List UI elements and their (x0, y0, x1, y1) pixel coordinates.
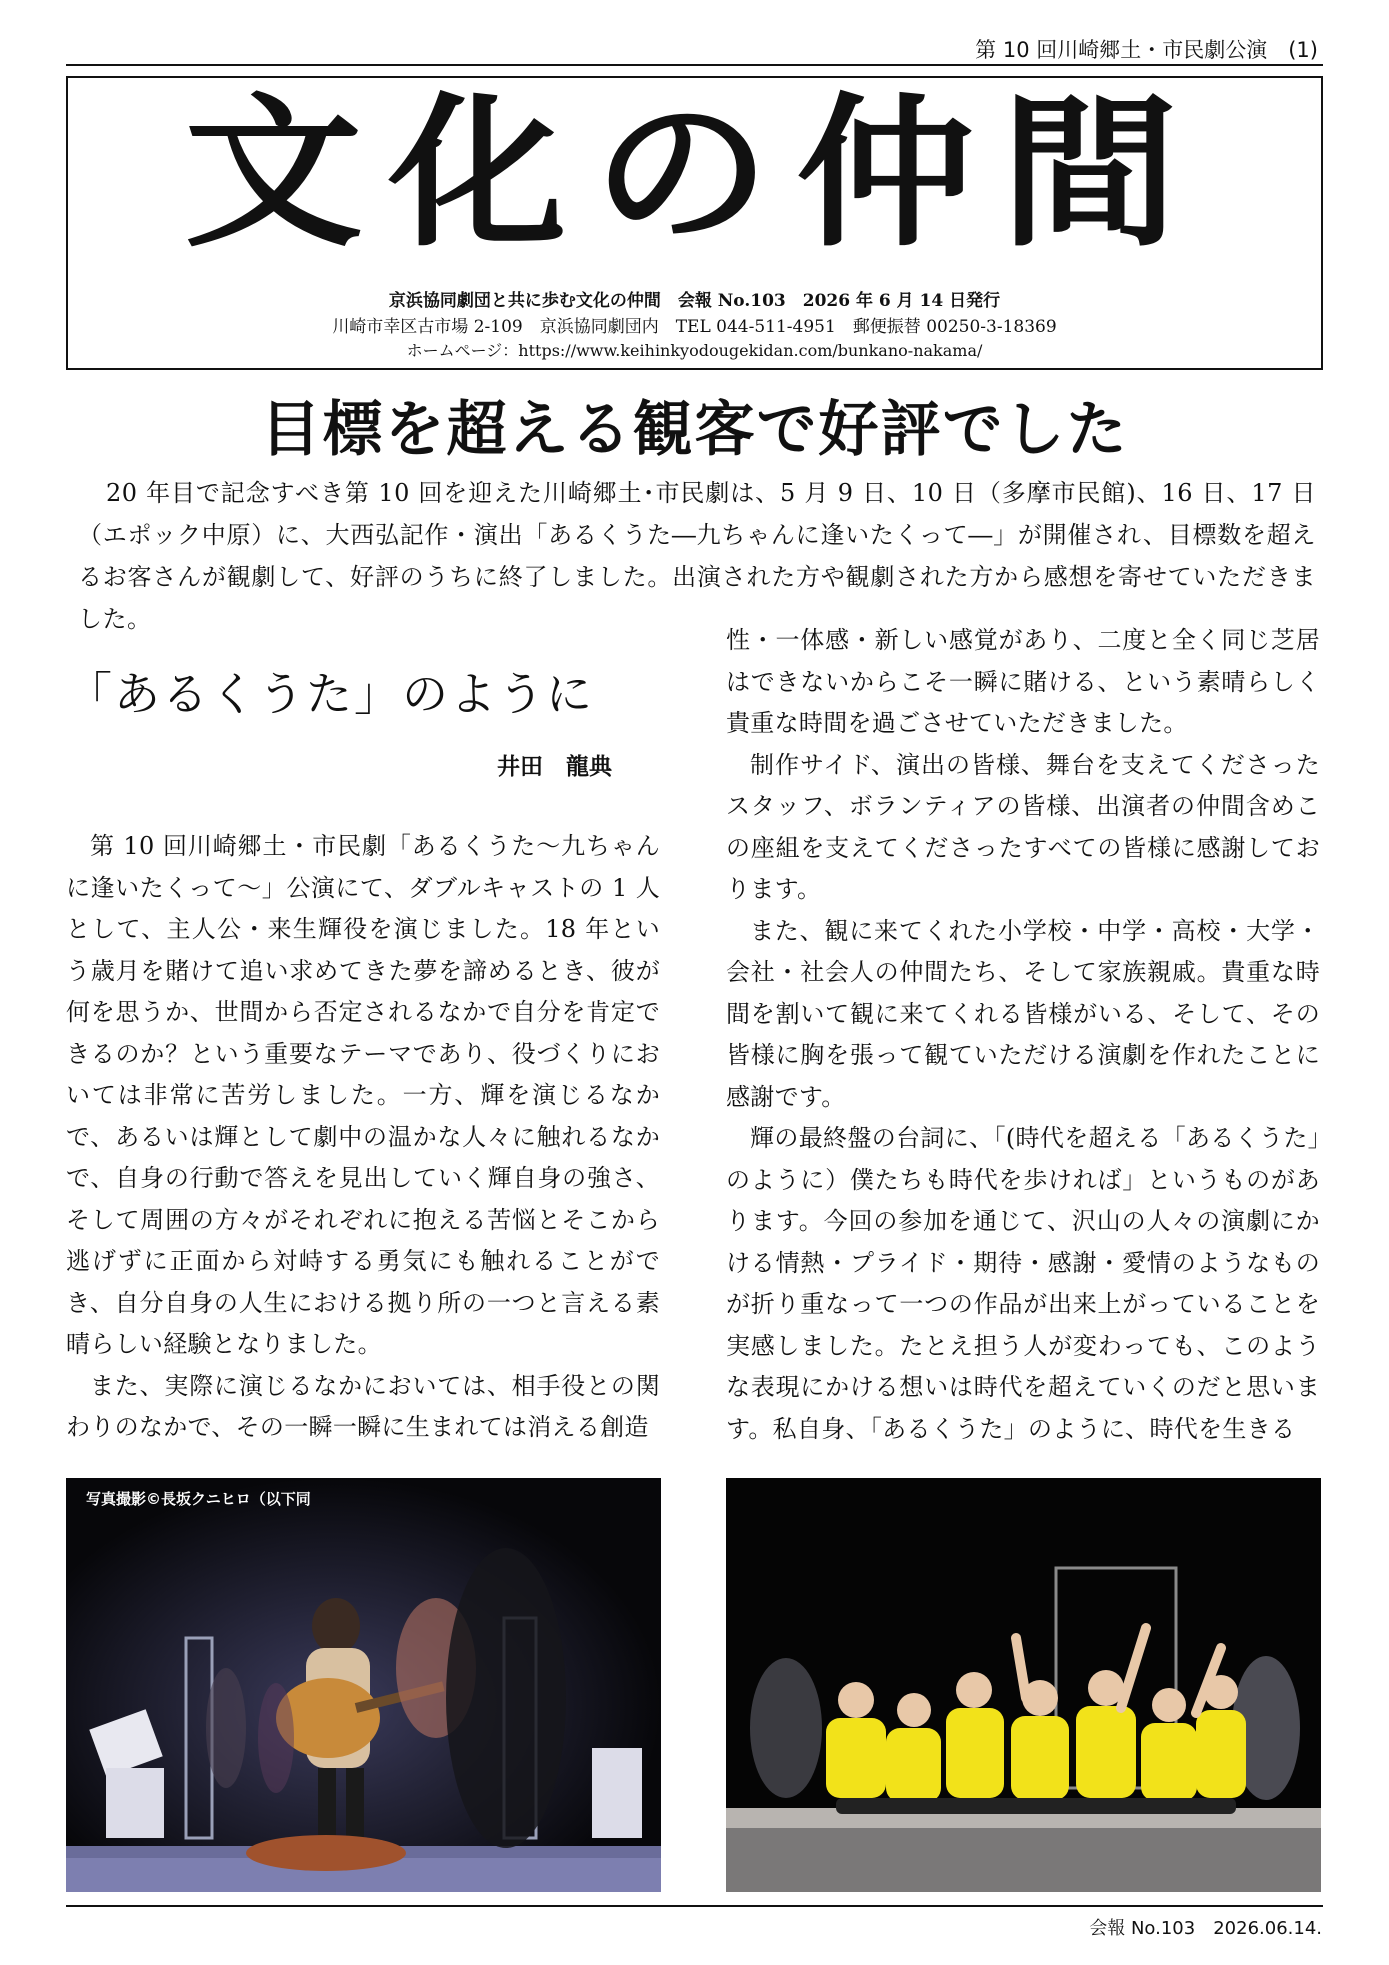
stage-photo-guitar-illustration (66, 1478, 661, 1892)
stage-photo-guitar (66, 1478, 661, 1892)
paragraph: また、実際に演じるなかにおいては、相手役との関わりのなかで、その一瞬一瞬に生まれては消える創造 (66, 1371, 660, 1441)
paragraph: 輝の最終盤の台詞に、｢(時代を超える「あるくうた」のように）僕たちも時代を歩ければ」というものがあります。今回の参加を通じて、沢山の人々の演劇にかける情熱・プライド・期待・感謝・愛情のようなものが折り重なって一つの作品が出来上がっていることを実感しました。たとえ担う人が変わっても、このような表現にかける想いは時代を超えていくのだと思います。私自身、「あるくうた」のように、時代を生きる (726, 1124, 1320, 1443)
running-head: 第 10 回川崎郷土・市民劇公演 (1) (975, 38, 1318, 62)
headline: 目標を超える観客で好評でした (260, 395, 1129, 465)
bottom-rule (66, 1905, 1323, 1907)
article-title: 「あるくうた」のように (66, 667, 594, 721)
article-author: 井田 龍典 (497, 754, 612, 780)
masthead-title: 文化の仲間 (184, 78, 1205, 269)
masthead-homepage-link[interactable]: ホームページ：https://www.keihinkyodougekidan.com/bunkano-nakama/ (406, 341, 983, 360)
masthead (66, 76, 1323, 370)
photo-credit: 写真撮影©長坂クニヒロ（以下同 (86, 1490, 311, 1508)
top-rule (66, 64, 1323, 66)
paragraph: 第 10 回川崎郷土・市民劇「あるくうた～九ちゃんに逢いたくって～」公演にて、ダブルキャストの 1 人として、主人公・来生輝役を演じました。18 年という歳月を賭けて追い求めてきた夢を諦めるとき、彼が何を思うか、世間から否定されるなかで自分を肯定できるのか？という重要なテーマであり、役づくりにおいては非常に苦労しました。一方、輝を演じるなかで、あるいは輝として劇中の温かな人々に触れるなかで、自身の行動で答えを見出していく輝自身の強さ、そして周囲の方々がそれぞれに抱える苦悩とそこから逃げずに正面から対峙する勇気にも触れることができ、自分自身の人生における拠り所の一つと言える素晴らしい経験となりました。 (66, 832, 660, 1358)
article-column-left (66, 826, 660, 1449)
lead-paragraph: 20 年目で記念すべき第 10 回を迎えた川崎郷土･市民劇は、5 月 9 日、10 日（多摩市民館)、16 日、17 日（エポック中原）に、大西弘記作・演出「あるくうた―九ちゃんに逢いたくって―」が開催され、目標数を超えるお客さんが観劇して、好評のうちに終了しました。出演された方や観劇された方から感想を寄せていただきました。 (78, 479, 1316, 633)
paragraph: また、観に来てくれた小学校・中学・高校・大学・会社・社会人の仲間たち、そして家族親戚。貴重な時間を割いて観に来てくれる皆様がいる、そして、その皆様に胸を張って観ていただける演劇を作れたことに感謝です。 (726, 916, 1320, 1111)
paragraph: 制作サイド、演出の皆様、舞台を支えてくださったスタッフ、ボランティアの皆様、出演者の仲間含めこの座組を支えてくださったすべての皆様に感謝しております。 (726, 750, 1320, 903)
article-column-right (726, 620, 1320, 1450)
stage-photo-ensemble (726, 1478, 1321, 1892)
paragraph: 性・一体感・新しい感覚があり、二度と全く同じ芝居はできないからこそ一瞬に賭ける、という素晴らしく貴重な時間を過ごさせていただきました。 (726, 626, 1320, 737)
stage-photo-ensemble-illustration (726, 1478, 1321, 1892)
masthead-publisher-line: 京浜協同劇団と共に歩む文化の仲間 会報 No.103 2026 年 6 月 14 日発行 (388, 291, 1001, 311)
footer-issue: 会報 No.103 2026.06.14. (1089, 1918, 1322, 1939)
masthead-address-line: 川崎市幸区古市場 2-109 京浜協同劇団内 TEL 044-511-4951 郵便振替 00250-3-18369 (332, 317, 1057, 337)
